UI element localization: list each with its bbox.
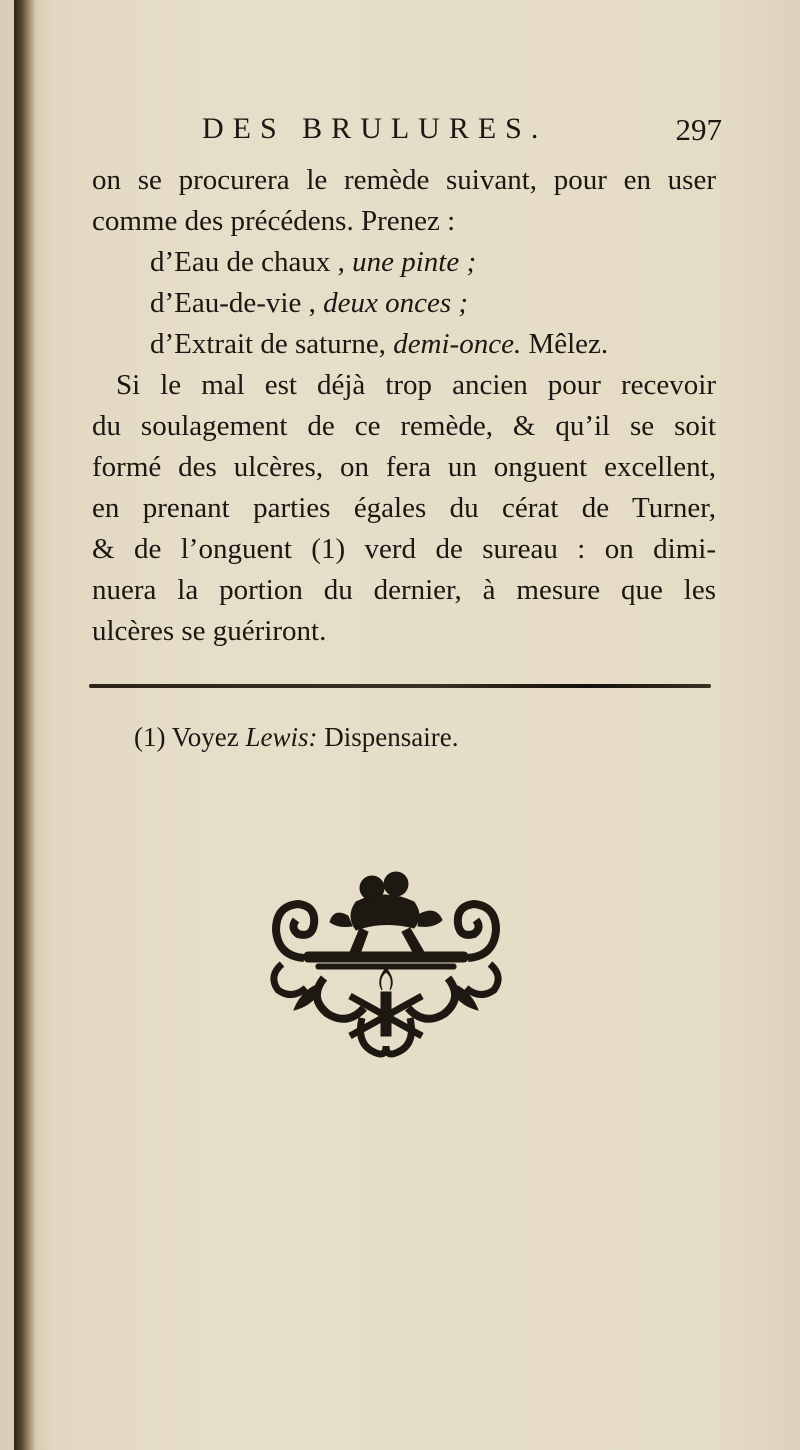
recipe-ingredient: d’Extrait de saturne, — [150, 328, 386, 360]
footnote-rule — [89, 684, 711, 688]
text-line: en prenant parties égales du cérat de Turner, — [92, 492, 716, 524]
footnote — [134, 722, 458, 753]
recipe-line — [92, 283, 716, 324]
text-line: formé des ulcères, on fera un onguent excellent, — [92, 451, 716, 483]
running-head-title: DES BRULURES. — [202, 112, 548, 145]
recipe-quantity: deux onces ; — [323, 287, 469, 319]
text-line: comme des précédens. Prenez : — [92, 205, 456, 237]
footnote-author: Lewis: — [245, 722, 318, 752]
cherub-ornament-icon — [264, 868, 508, 1060]
recipe-line — [92, 324, 716, 365]
footnote-work: Dispensaire. — [324, 722, 459, 752]
text-line: nuera la portion du dernier, à mesure que les — [92, 574, 716, 606]
footnote-marker: (1) Voyez — [134, 722, 239, 752]
text-line: du soulagement de ce remède, & qu’il se soit — [92, 410, 716, 442]
recipe-ingredient: d’Eau de chaux , — [150, 246, 345, 278]
recipe-quantity: demi-once. — [393, 328, 522, 360]
running-head — [92, 112, 722, 156]
page-number: 297 — [675, 112, 722, 147]
recipe-ingredient: d’Eau-de-vie , — [150, 287, 316, 319]
book-spine-shadow — [14, 0, 36, 1450]
text-line: Si le mal est déjà trop ancien pour recevoir — [116, 369, 716, 401]
main-text — [92, 160, 716, 652]
recipe-quantity: une pinte ; — [352, 246, 477, 278]
recipe-line — [92, 242, 716, 283]
book-page — [14, 0, 800, 1450]
text-line: & de l’onguent (1) verd de sureau : on dimi- — [92, 533, 716, 565]
recipe-instruction: Mêlez. — [528, 328, 609, 360]
text-line: on se procurera le remède suivant, pour en user — [92, 164, 716, 196]
text-line: ulcères se guériront. — [92, 615, 327, 647]
